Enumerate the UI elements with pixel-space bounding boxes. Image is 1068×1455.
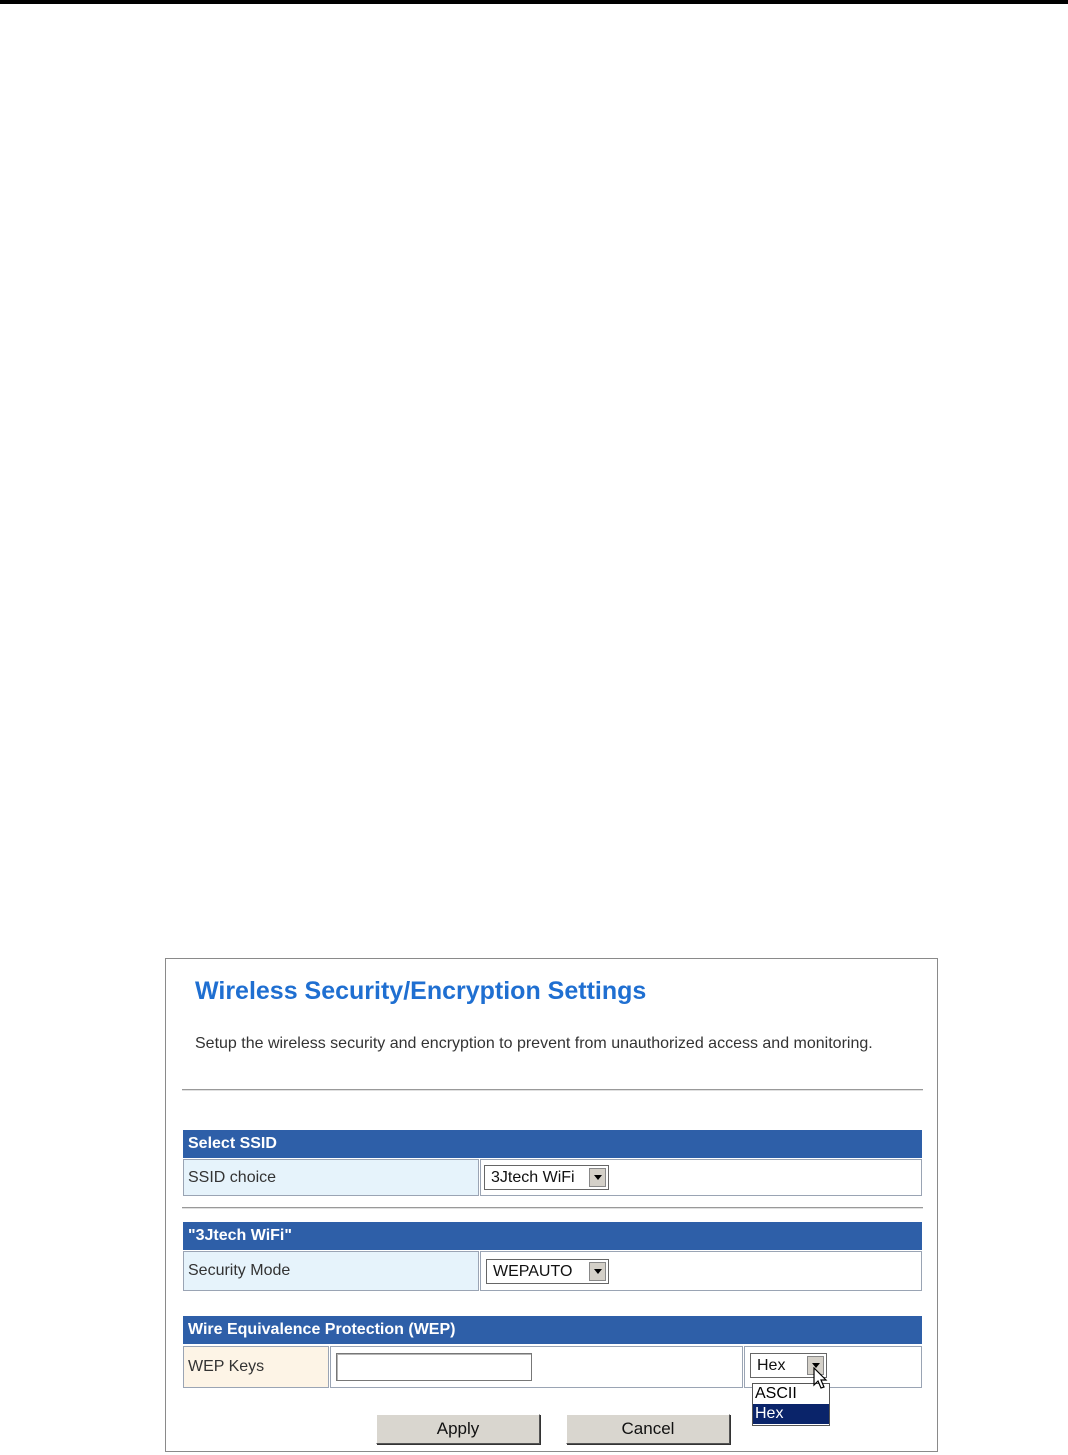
ssid-choice-label: SSID choice	[183, 1159, 479, 1196]
divider	[182, 1207, 923, 1209]
cancel-button[interactable]: Cancel	[566, 1414, 730, 1444]
chevron-down-icon[interactable]	[589, 1262, 606, 1281]
wep-key-input[interactable]	[336, 1353, 532, 1381]
wep-format-value: Hex	[757, 1356, 786, 1374]
ssid-choice-row	[183, 1159, 922, 1196]
wep-keys-row	[183, 1346, 922, 1388]
page-title: Wireless Security/Encryption Settings	[195, 977, 647, 1005]
top-rule	[0, 0, 1068, 4]
dropdown-option-ascii[interactable]: ASCII	[755, 1385, 797, 1402]
wep-format-cell	[744, 1346, 922, 1388]
security-mode-cell	[480, 1251, 922, 1291]
apply-button[interactable]: Apply	[376, 1414, 540, 1444]
ssid-choice-cell	[480, 1159, 922, 1196]
security-mode-select[interactable]	[486, 1259, 609, 1284]
security-mode-row	[183, 1251, 922, 1291]
section-header-wep: Wire Equivalence Protection (WEP)	[183, 1316, 922, 1344]
dropdown-option-hex[interactable]: Hex	[753, 1404, 829, 1424]
security-mode-value: WEPAUTO	[493, 1262, 573, 1280]
ssid-choice-value: 3Jtech WiFi	[491, 1168, 575, 1186]
divider	[182, 1089, 923, 1091]
section-header-ssid: "3Jtech WiFi"	[183, 1222, 922, 1250]
chevron-down-icon[interactable]	[589, 1168, 606, 1187]
wep-key-cell	[330, 1346, 743, 1388]
security-mode-label: Security Mode	[183, 1251, 479, 1291]
page-description: Setup the wireless security and encryption to prevent from unauthorized access and monitoring.	[195, 1035, 873, 1052]
section-header-select-ssid: Select SSID	[183, 1130, 922, 1158]
ssid-choice-select[interactable]	[484, 1165, 609, 1190]
wep-keys-label: WEP Keys	[183, 1346, 329, 1388]
settings-panel	[165, 958, 938, 1452]
mouse-pointer-icon	[813, 1367, 829, 1391]
